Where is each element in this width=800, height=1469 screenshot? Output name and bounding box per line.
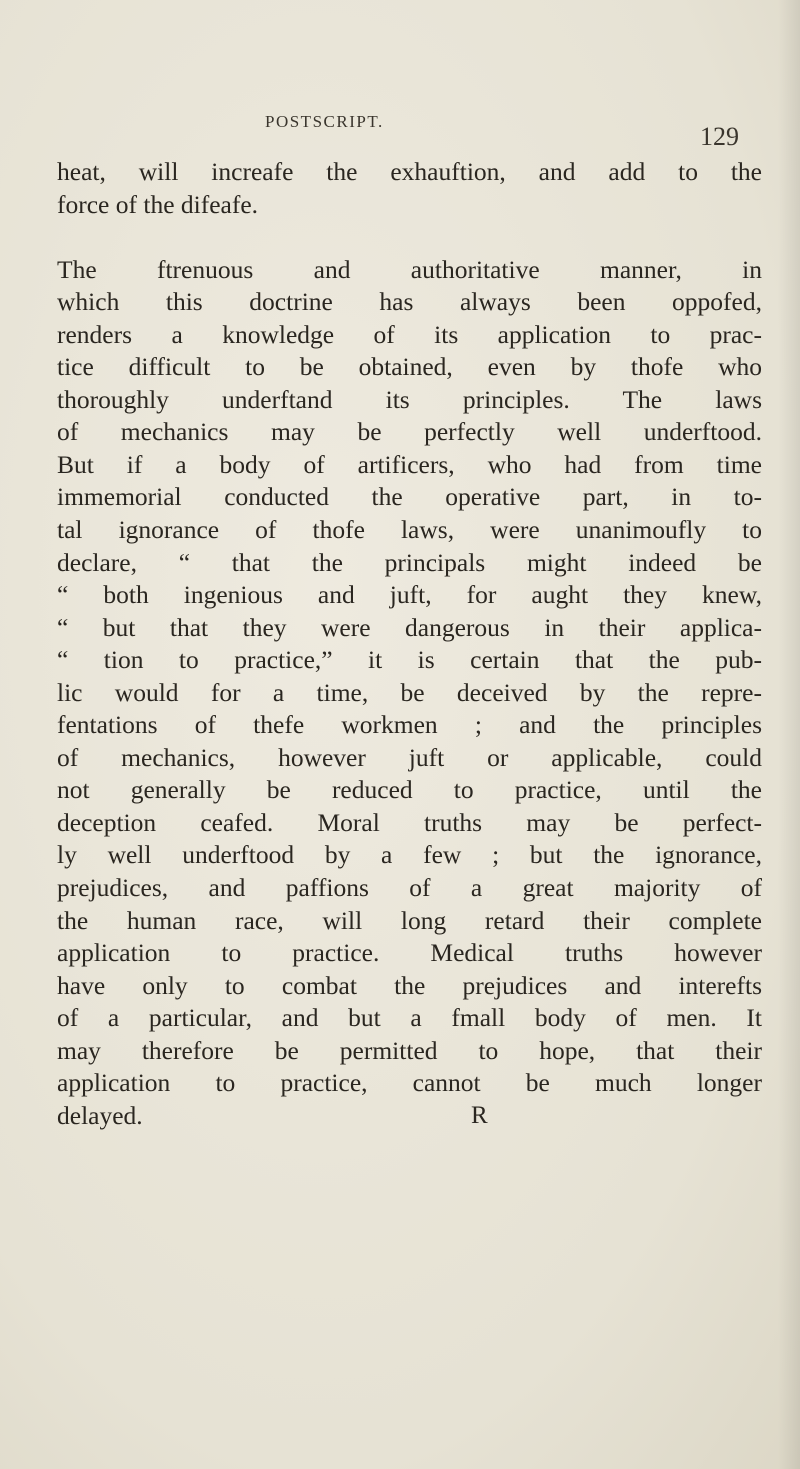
text-line: The ftrenuous and authoritative manner, in [57, 254, 762, 284]
text-line: fentations of thefe workmen ; and the principles [57, 710, 762, 740]
text-line: lic would for a time, be deceived by the repre- [57, 677, 762, 707]
text-line: renders a knowledge of its application to prac- [57, 319, 762, 349]
blank-line [57, 221, 762, 254]
body-text [57, 156, 762, 1132]
text-line: “ tion to practice,” it is certain that the pub- [57, 645, 762, 675]
text-line: deception ceafed. Moral truths may be perfect- [57, 807, 762, 837]
running-title: POSTSCRIPT. [265, 112, 384, 131]
text-line: thoroughly underftand its principles. The laws [57, 384, 762, 414]
text-line: heat, will increafe the exhauftion, and add to the [57, 157, 762, 186]
text-line: may therefore be permitted to hope, that their [57, 1035, 762, 1065]
text-line: of mechanics may be perfectly well underftood. [57, 417, 762, 447]
text-line: “ but that they were dangerous in their applica- [57, 612, 762, 642]
text-line: of a particular, and but a fmall body of men. It [57, 1003, 762, 1033]
text-line: “ both ingenious and juft, for aught they knew, [57, 580, 762, 610]
catchword: R [471, 1102, 488, 1129]
text-line: have only to combat the prejudices and interefts [57, 970, 762, 1000]
text-line: immemorial conducted the operative part, in to- [57, 482, 762, 512]
text-line: prejudices, and paffions of a great majority of [57, 873, 762, 903]
text-line: declare, “ that the principals might indeed be [57, 547, 762, 577]
text-line: not generally be reduced to practice, until the [57, 775, 762, 805]
text-line: application to practice, cannot be much longer [57, 1068, 762, 1098]
text-line: application to practice. Medical truths however [57, 938, 762, 968]
text-line: which this doctrine has always been oppofed, [57, 287, 762, 317]
text-line: But if a body of artificers, who had from time [57, 449, 762, 479]
text-line: of mechanics, however juft or applicable, could [57, 742, 762, 772]
text-line: delayed. [57, 1100, 143, 1130]
text-line: tice difficult to be obtained, even by thofe who [57, 352, 762, 382]
text-line: ly well underftood by a few ; but the ignorance, [57, 840, 762, 870]
text-line: force of the difeafe. [57, 189, 259, 219]
page-number: 129 [700, 122, 739, 151]
text-line: tal ignorance of thofe laws, were unanimoufly to [57, 515, 762, 545]
page-edge-shadow [778, 0, 800, 1469]
text-line: the human race, will long retard their complete [57, 905, 762, 935]
